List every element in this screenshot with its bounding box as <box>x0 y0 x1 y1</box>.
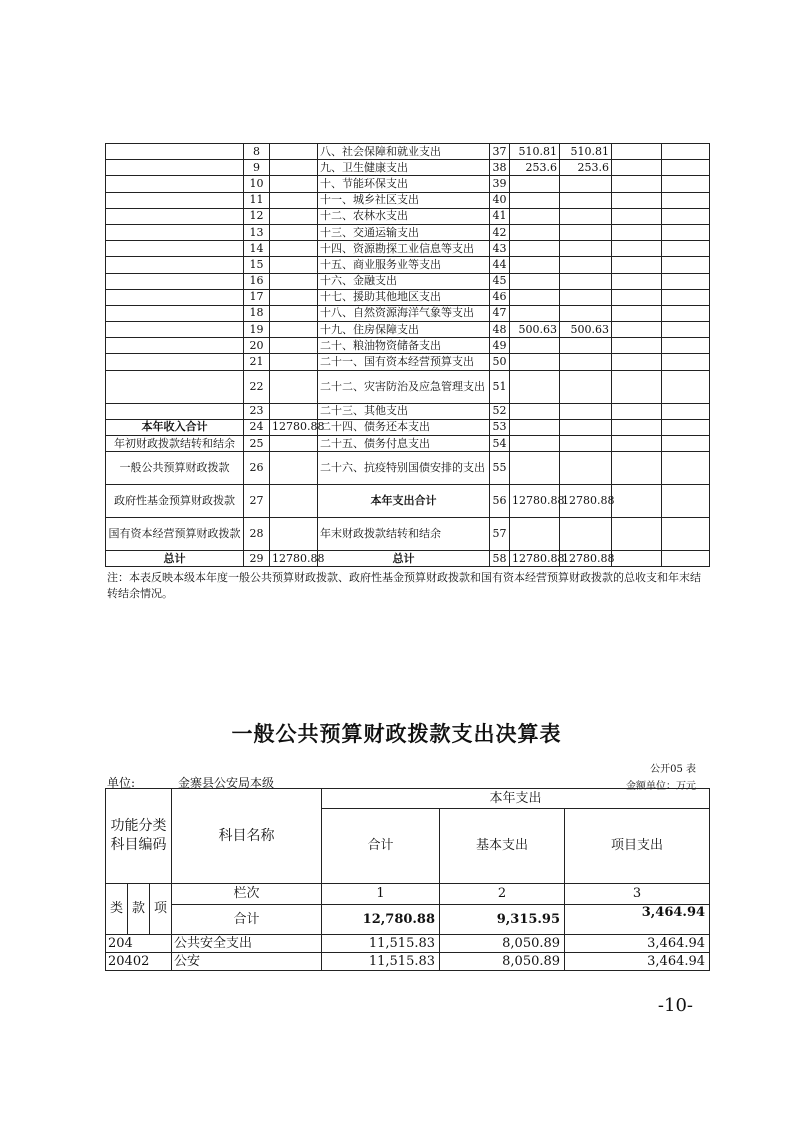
left-label <box>106 224 244 240</box>
total-amount <box>510 257 560 273</box>
left-line-number: 28 <box>244 518 270 551</box>
extra-col-2 <box>662 419 710 435</box>
total-amount: 500.63 <box>510 322 560 338</box>
table-row <box>106 273 710 289</box>
basic-amount <box>560 305 612 321</box>
total-amount <box>510 273 560 289</box>
basic-amount: 500.63 <box>560 322 612 338</box>
extra-col-2 <box>662 257 710 273</box>
extra-col-2 <box>662 518 710 551</box>
right-label: 年末财政拨款结转和结余 <box>318 518 490 551</box>
extra-col-1 <box>612 322 662 338</box>
right-label: 二十四、债务还本支出 <box>318 419 490 435</box>
extra-col-2 <box>662 224 710 240</box>
form-code: 公开05 表 <box>650 764 696 775</box>
basic-amount: 510.81 <box>560 144 612 160</box>
right-label: 十五、商业服务业等支出 <box>318 257 490 273</box>
right-label: 八、社会保障和就业支出 <box>318 144 490 160</box>
left-amount <box>270 452 318 485</box>
right-line-number: 45 <box>490 273 510 289</box>
sum-label: 合计 <box>172 905 322 935</box>
total-header: 合计 <box>322 809 440 884</box>
total-amount <box>510 241 560 257</box>
extra-col-1 <box>612 419 662 435</box>
right-line-number: 38 <box>490 160 510 176</box>
table-note: 注：本表反映本级本年度一般公共预算财政拨款、政府性基金预算财政拨款和国有资本经营预算财政拨款的总收支和年末结转结余情况。 <box>107 571 701 600</box>
total-amount <box>510 419 560 435</box>
left-amount <box>270 338 318 354</box>
left-amount <box>270 144 318 160</box>
extra-col-2 <box>662 370 710 403</box>
left-label <box>106 354 244 370</box>
table-row <box>106 322 710 338</box>
unit-label: 单位: <box>107 776 136 790</box>
extra-col-2 <box>662 192 710 208</box>
table-row <box>106 354 710 370</box>
right-label: 十、节能环保支出 <box>318 176 490 192</box>
right-line-number: 46 <box>490 289 510 305</box>
extra-col-1 <box>612 160 662 176</box>
extra-col-1 <box>612 289 662 305</box>
basic-amount <box>560 208 612 224</box>
table-row <box>106 935 710 953</box>
page-title: 一般公共预算财政拨款支出决算表 <box>231 721 562 746</box>
right-line-number: 37 <box>490 144 510 160</box>
left-amount <box>270 160 318 176</box>
table-row <box>106 176 710 192</box>
left-label <box>106 370 244 403</box>
table-row <box>106 144 710 160</box>
table-row <box>106 208 710 224</box>
basic-amount <box>560 452 612 485</box>
extra-col-2 <box>662 176 710 192</box>
left-line-number: 20 <box>244 338 270 354</box>
extra-col-2 <box>662 436 710 452</box>
left-amount <box>270 322 318 338</box>
left-line-number: 19 <box>244 322 270 338</box>
left-line-number: 9 <box>244 160 270 176</box>
left-line-number: 13 <box>244 224 270 240</box>
right-label: 九、卫生健康支出 <box>318 160 490 176</box>
xiang-header: 项 <box>150 884 172 935</box>
extra-col-1 <box>612 273 662 289</box>
sum-basic: 9,315.95 <box>440 905 565 935</box>
left-line-number: 21 <box>244 354 270 370</box>
left-label <box>106 289 244 305</box>
row-code: 20402 <box>106 953 172 971</box>
left-label <box>106 241 244 257</box>
basic-amount: 12780.88 <box>560 485 612 518</box>
left-amount <box>270 176 318 192</box>
extra-col-1 <box>612 452 662 485</box>
left-label <box>106 208 244 224</box>
basic-amount: 12780.88 <box>560 551 612 567</box>
extra-col-1 <box>612 518 662 551</box>
func-code-header: 功能分类科目编码 <box>106 789 172 884</box>
basic-amount <box>560 224 612 240</box>
project-header: 项目支出 <box>565 809 710 884</box>
basic-amount <box>560 354 612 370</box>
extra-col-1 <box>612 257 662 273</box>
basic-amount <box>560 257 612 273</box>
left-label <box>106 144 244 160</box>
left-label <box>106 160 244 176</box>
basic-amount <box>560 289 612 305</box>
right-line-number: 57 <box>490 518 510 551</box>
total-amount <box>510 176 560 192</box>
right-label: 二十二、灾害防治及应急管理支出 <box>318 370 490 403</box>
right-label: 十六、金融支出 <box>318 273 490 289</box>
basic-amount <box>560 241 612 257</box>
extra-col-1 <box>612 144 662 160</box>
right-label: 本年支出合计 <box>318 485 490 518</box>
left-amount <box>270 289 318 305</box>
left-label <box>106 403 244 419</box>
right-line-number: 50 <box>490 354 510 370</box>
left-amount <box>270 192 318 208</box>
expense-table <box>105 788 710 971</box>
extra-col-2 <box>662 551 710 567</box>
extra-col-1 <box>612 192 662 208</box>
table-row <box>106 192 710 208</box>
right-line-number: 56 <box>490 485 510 518</box>
left-line-number: 26 <box>244 452 270 485</box>
right-line-number: 42 <box>490 224 510 240</box>
table-row <box>106 403 710 419</box>
row-total: 11,515.83 <box>322 935 440 953</box>
extra-col-2 <box>662 208 710 224</box>
basic-amount <box>560 436 612 452</box>
left-line-number: 29 <box>244 551 270 567</box>
total-amount <box>510 338 560 354</box>
total-amount: 12780.88 <box>510 551 560 567</box>
left-amount <box>270 257 318 273</box>
total-amount: 510.81 <box>510 144 560 160</box>
basic-amount <box>560 419 612 435</box>
left-label <box>106 273 244 289</box>
table-row <box>106 551 710 567</box>
income-expense-table <box>105 143 710 567</box>
left-label <box>106 257 244 273</box>
extra-col-1 <box>612 370 662 403</box>
right-label: 十一、城乡社区支出 <box>318 192 490 208</box>
row-project: 3,464.94 <box>565 953 710 971</box>
total-amount <box>510 208 560 224</box>
total-amount <box>510 192 560 208</box>
extra-col-1 <box>612 354 662 370</box>
money-unit: 金额单位：万元 <box>626 781 696 792</box>
table-row <box>106 518 710 551</box>
right-label: 二十五、债务付息支出 <box>318 436 490 452</box>
extra-col-1 <box>612 485 662 518</box>
left-label <box>106 322 244 338</box>
left-line-number: 8 <box>244 144 270 160</box>
extra-col-1 <box>612 436 662 452</box>
extra-col-2 <box>662 485 710 518</box>
table-row <box>106 452 710 485</box>
left-amount <box>270 224 318 240</box>
table-row <box>106 257 710 273</box>
total-amount <box>510 436 560 452</box>
row-name: 公安 <box>172 953 322 971</box>
left-amount: 12780.88 <box>270 419 318 435</box>
right-label: 十七、援助其他地区支出 <box>318 289 490 305</box>
total-amount <box>510 224 560 240</box>
table-row <box>106 289 710 305</box>
row-basic: 8,050.89 <box>440 935 565 953</box>
left-amount <box>270 273 318 289</box>
total-amount: 12780.88 <box>510 485 560 518</box>
left-label: 本年收入合计 <box>106 419 244 435</box>
left-amount <box>270 436 318 452</box>
extra-col-1 <box>612 224 662 240</box>
left-label: 一般公共预算财政拨款 <box>106 452 244 485</box>
sum-total: 12,780.88 <box>322 905 440 935</box>
basic-amount <box>560 273 612 289</box>
total-amount <box>510 403 560 419</box>
left-line-number: 18 <box>244 305 270 321</box>
basic-amount <box>560 518 612 551</box>
basic-amount <box>560 403 612 419</box>
extra-col-2 <box>662 160 710 176</box>
extra-col-2 <box>662 338 710 354</box>
total-amount <box>510 452 560 485</box>
row-project: 3,464.94 <box>565 935 710 953</box>
left-line-number: 22 <box>244 370 270 403</box>
table-row <box>106 419 710 435</box>
right-label: 总计 <box>318 551 490 567</box>
col-label: 栏次 <box>172 884 322 905</box>
extra-col-1 <box>612 208 662 224</box>
left-line-number: 12 <box>244 208 270 224</box>
basic-header: 基本支出 <box>440 809 565 884</box>
extra-col-1 <box>612 176 662 192</box>
left-line-number: 16 <box>244 273 270 289</box>
basic-amount <box>560 176 612 192</box>
year-expense-header: 本年支出 <box>322 789 710 809</box>
sum-project: 3,464.94 <box>565 905 710 935</box>
extra-col-2 <box>662 273 710 289</box>
right-line-number: 40 <box>490 192 510 208</box>
extra-col-1 <box>612 403 662 419</box>
table-row <box>106 241 710 257</box>
page-number: -10- <box>657 995 693 1016</box>
right-label: 二十六、抗疫特别国债安排的支出 <box>318 452 490 485</box>
extra-col-1 <box>612 305 662 321</box>
subject-header: 科目名称 <box>172 789 322 884</box>
row-total: 11,515.83 <box>322 953 440 971</box>
left-amount <box>270 403 318 419</box>
right-line-number: 49 <box>490 338 510 354</box>
table-row <box>106 370 710 403</box>
extra-col-2 <box>662 241 710 257</box>
right-line-number: 55 <box>490 452 510 485</box>
right-line-number: 52 <box>490 403 510 419</box>
unit-name: 金寨县公安局本级 <box>178 776 275 790</box>
right-line-number: 43 <box>490 241 510 257</box>
total-amount: 253.6 <box>510 160 560 176</box>
left-amount: 12780.88 <box>270 551 318 567</box>
left-label: 总计 <box>106 551 244 567</box>
left-label: 年初财政拨款结转和结余 <box>106 436 244 452</box>
left-amount <box>270 370 318 403</box>
right-line-number: 58 <box>490 551 510 567</box>
total-amount <box>510 305 560 321</box>
total-amount <box>510 354 560 370</box>
right-label: 十二、农林水支出 <box>318 208 490 224</box>
col-1: 1 <box>322 884 440 905</box>
table-row <box>106 436 710 452</box>
total-amount <box>510 518 560 551</box>
extra-col-1 <box>612 551 662 567</box>
left-line-number: 10 <box>244 176 270 192</box>
left-line-number: 24 <box>244 419 270 435</box>
basic-amount <box>560 370 612 403</box>
basic-amount: 253.6 <box>560 160 612 176</box>
left-amount <box>270 518 318 551</box>
extra-col-2 <box>662 354 710 370</box>
table-row <box>106 338 710 354</box>
right-label: 十八、自然资源海洋气象等支出 <box>318 305 490 321</box>
right-line-number: 41 <box>490 208 510 224</box>
total-amount <box>510 370 560 403</box>
extra-col-2 <box>662 322 710 338</box>
left-label <box>106 176 244 192</box>
table-row <box>106 160 710 176</box>
basic-amount <box>560 192 612 208</box>
left-label <box>106 338 244 354</box>
right-line-number: 51 <box>490 370 510 403</box>
left-line-number: 14 <box>244 241 270 257</box>
left-amount <box>270 485 318 518</box>
left-amount <box>270 354 318 370</box>
extra-col-2 <box>662 403 710 419</box>
left-amount <box>270 208 318 224</box>
row-basic: 8,050.89 <box>440 953 565 971</box>
row-name: 公共安全支出 <box>172 935 322 953</box>
left-line-number: 15 <box>244 257 270 273</box>
basic-amount <box>560 338 612 354</box>
left-amount <box>270 305 318 321</box>
table-row <box>106 224 710 240</box>
row-code: 204 <box>106 935 172 953</box>
right-line-number: 39 <box>490 176 510 192</box>
right-label: 二十三、其他支出 <box>318 403 490 419</box>
extra-col-2 <box>662 452 710 485</box>
left-line-number: 27 <box>244 485 270 518</box>
left-line-number: 11 <box>244 192 270 208</box>
col-2: 2 <box>440 884 565 905</box>
left-label <box>106 192 244 208</box>
table-row <box>106 305 710 321</box>
left-line-number: 25 <box>244 436 270 452</box>
right-label: 十四、资源勘探工业信息等支出 <box>318 241 490 257</box>
extra-col-2 <box>662 289 710 305</box>
extra-col-2 <box>662 305 710 321</box>
left-label <box>106 305 244 321</box>
left-line-number: 17 <box>244 289 270 305</box>
col-3: 3 <box>565 884 710 905</box>
extra-col-1 <box>612 338 662 354</box>
left-label: 国有资本经营预算财政拨款 <box>106 518 244 551</box>
left-line-number: 23 <box>244 403 270 419</box>
kuan-header: 款 <box>128 884 150 935</box>
right-line-number: 48 <box>490 322 510 338</box>
right-label: 二十、粮油物资储备支出 <box>318 338 490 354</box>
right-label: 二十一、国有资本经营预算支出 <box>318 354 490 370</box>
total-amount <box>510 289 560 305</box>
right-line-number: 54 <box>490 436 510 452</box>
right-label: 十九、住房保障支出 <box>318 322 490 338</box>
table-row <box>106 485 710 518</box>
right-line-number: 44 <box>490 257 510 273</box>
right-label: 十三、交通运输支出 <box>318 224 490 240</box>
left-amount <box>270 241 318 257</box>
extra-col-2 <box>662 144 710 160</box>
lei-header: 类 <box>106 884 128 935</box>
right-line-number: 53 <box>490 419 510 435</box>
table-row <box>106 953 710 971</box>
left-label: 政府性基金预算财政拨款 <box>106 485 244 518</box>
extra-col-1 <box>612 241 662 257</box>
right-line-number: 47 <box>490 305 510 321</box>
